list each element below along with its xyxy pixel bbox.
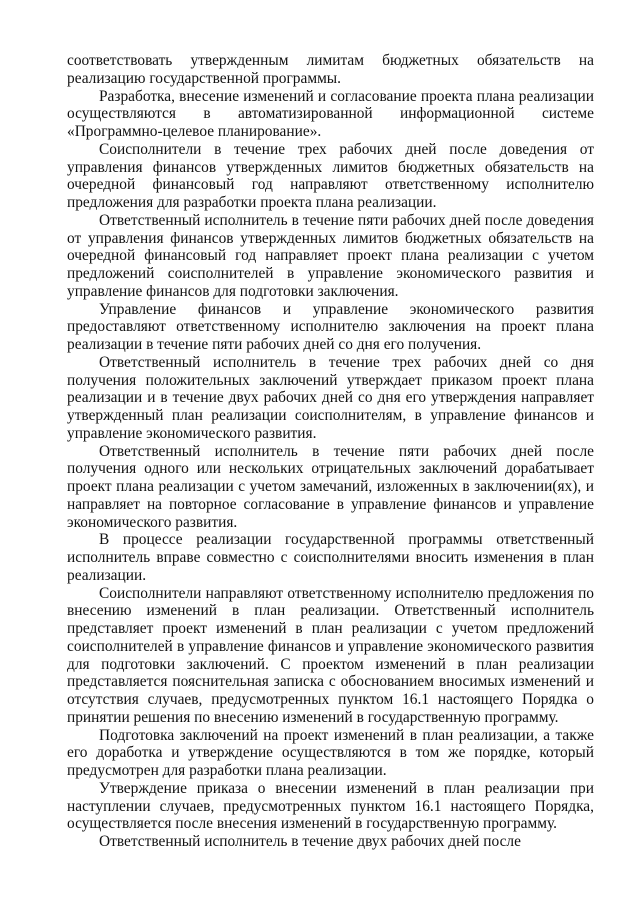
paragraph-11: Утверждение приказа о внесении изменений в план реализации при наступлении случаев, предусмотренных пунктом 16.1 настоящего Порядка, осуществляется после внесения изменений в государственную программу. xyxy=(67,779,594,833)
paragraph-2: Разработка, внесение изменений и согласование проекта плана реализации осуществляются в автоматизированной информационной системе «Программно-целевое планирование». xyxy=(67,87,594,140)
paragraph-12: Ответственный исполнитель в течение двух рабочих дней после xyxy=(99,833,521,850)
paragraph-9: Соисполнители направляют ответственному исполнителю предложения по внесению изменений в план реализации. Ответственный исполнитель представляет проект изменений в план реализации с учетом предложений соисполнителей в управление финансов и управление экономического развития для подготовки заключений. С проектом изменений в план реализации представляется пояснительная записка с обоснованием вносимых изменений и отсутствия случаев, предусмотренных пунктом 16.1 настоящего Порядка о принятии решения по внесению изменений в государственную программу. xyxy=(67,584,594,726)
paragraph-5: Управление финансов и управление экономического развития предоставляют ответственному исполнителю заключения на проект плана реализации в течение пяти рабочих дней со дня его получения. xyxy=(67,300,594,353)
paragraph-4: Ответственный исполнитель в течение пяти рабочих дней после доведения от управления финансов утвержденных лимитов бюджетных обязательств на очередной финансовый год направляет проект плана реализации с учетом предложений соисполнителей в управление экономического развития и управление финансов для подготовки заключения. xyxy=(67,211,594,300)
document-page xyxy=(67,52,594,851)
paragraph-6: Ответственный исполнитель в течение трех рабочих дней со дня получения положительных заключений утверждает приказом проект плана реализации и в течение двух рабочих дней со дня его утверждения направляет утвержденный план реализации соисполнителям, в управление финансов и управление экономического развития. xyxy=(67,353,594,442)
paragraph-10: Подготовка заключений на проект изменений в план реализации, а также его доработка и утверждение осуществляются в том же порядке, который предусмотрен для разработки плана реализации. xyxy=(67,726,594,779)
paragraph-1: соответствовать утвержденным лимитам бюджетных обязательств на реализацию государственной программы. xyxy=(67,52,594,87)
paragraph-8: В процессе реализации государственной программы ответственный исполнитель вправе совместно с соисполнителями вносить изменения в план реализации. xyxy=(67,531,594,584)
paragraph-3: Соисполнители в течение трех рабочих дней после доведения от управления финансов утвержденных лимитов бюджетных обязательств на очередной финансовый год направляют ответственному исполнителю предложения для разработки проекта плана реализации. xyxy=(67,140,594,211)
paragraph-7: Ответственный исполнитель в течение пяти рабочих дней после получения одного или нескольких отрицательных заключений дорабатывает проект плана реализации с учетом замечаний, изложенных в заключении(ях), и направляет на повторное согласование в управление финансов и управление экономического развития. xyxy=(67,442,594,531)
